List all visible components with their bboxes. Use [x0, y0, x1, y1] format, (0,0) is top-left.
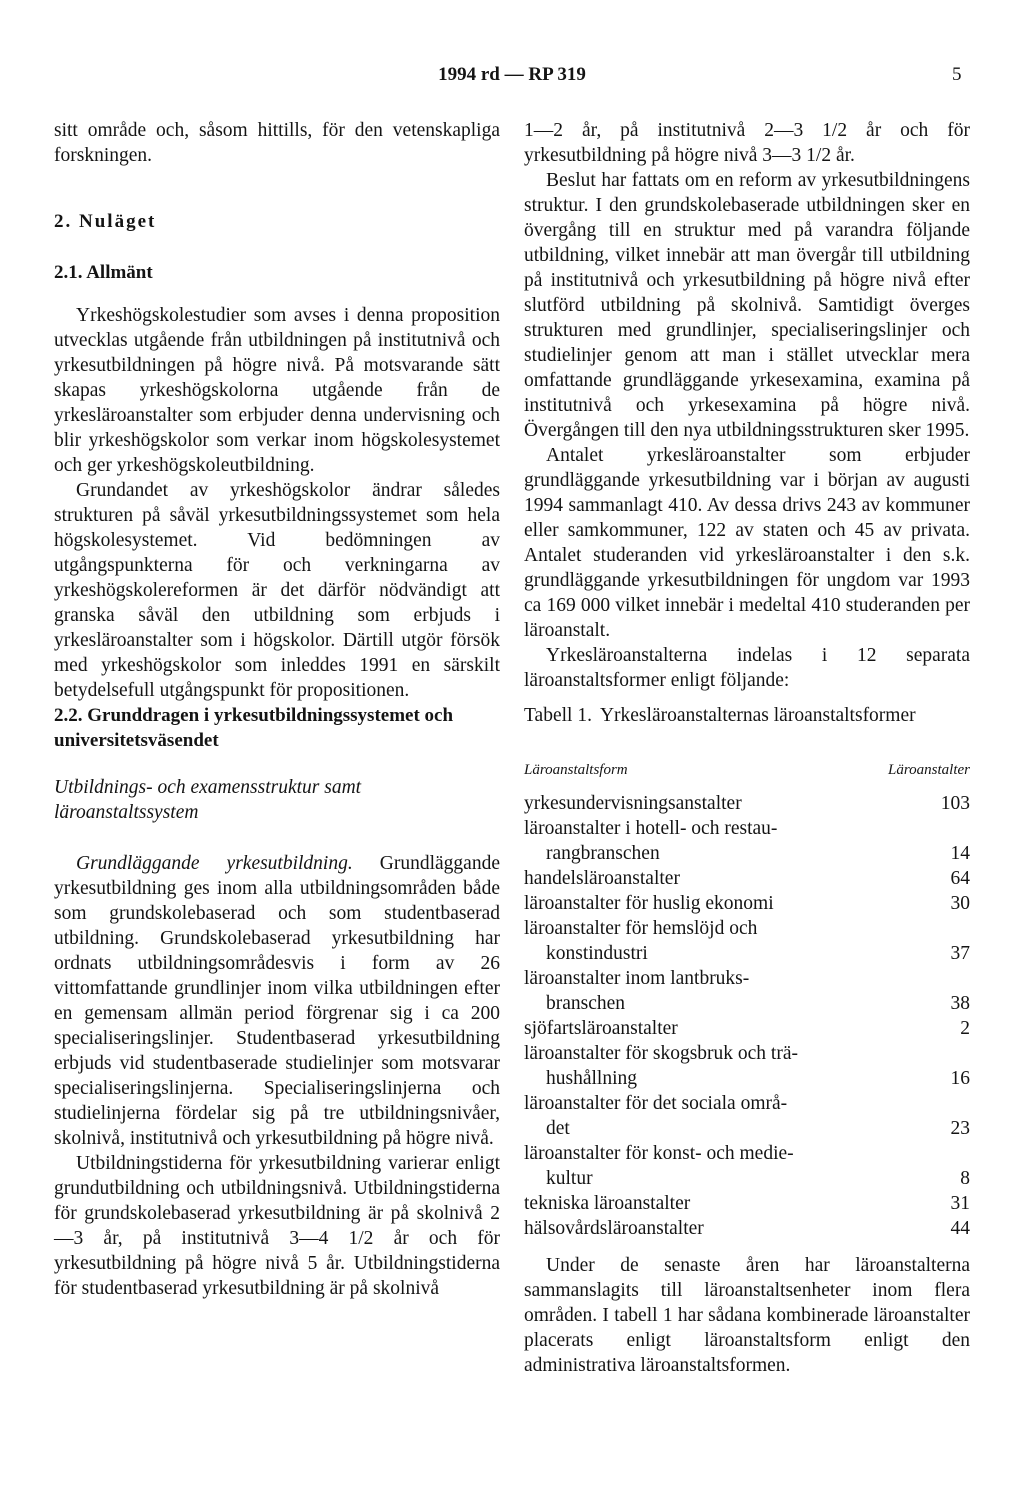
form-name-line2: branschen [546, 993, 626, 1014]
table-row [524, 966, 970, 1016]
table-cell-form [524, 1141, 930, 1191]
table-cell-count: 37 [950, 943, 970, 964]
paragraph-4: Utbildningstiderna för yrkesutbildning varierar enligt grundutbildning och utbildningsnivå. Utbildningstiderna för grundskolebaserad yrkesutbildning är på skolnivå 2—3 år, på institutnivå 3—4 1/2 år och för yrkesutbildning på högre nivå 5 år. Utbildningstiderna för studentbaserad yrkesutbildning är på skolnivå [54, 1153, 500, 1299]
table-body [524, 791, 970, 1241]
form-name-line1: läroanstalter för skogsbruk och trä- [524, 1043, 798, 1064]
form-name-line1: sjöfartsläroanstalter [524, 1018, 678, 1039]
form-name-line1: handelsläroanstalter [524, 868, 680, 889]
left-column [54, 118, 500, 1301]
form-name-line2: konstindustri [546, 943, 648, 964]
table-cell-count: 30 [950, 893, 970, 914]
paragraph-intro: sitt område och, såsom hittills, för den vetenskapliga forskningen. [54, 120, 500, 166]
table-cell-count: 103 [940, 793, 970, 814]
table-cell-count: 8 [960, 1168, 970, 1189]
table-cell-form [524, 866, 930, 891]
form-name-line1: läroanstalter för hemslöjd och [524, 918, 758, 939]
table-cell-form [524, 1191, 930, 1216]
paragraph-8: Under de senaste åren har läroanstalterna sammanslagits till läroanstaltsenheter inom flera områden. I tabell 1 har sådana kombinerade läroanstalter placerats enligt läroanstaltsform enligt den administrativa läroanstaltsformen. [524, 1255, 970, 1376]
table-row [524, 1091, 970, 1141]
paragraph-3-body: Grundläggande yrkesutbildning ges inom alla utbildningsområden både som grundskolebaserad och som studentbaserad utbildning. Grundskolebaserad yrkesutbildning har ordnats utbildningsområdesvis i form av 26 vittomfattande grundlinjer inom vilka utbildningen efter en gemensam allmän period förgrenar sig i ca 200 specialiseringslinjer. Studentbaserad yrkesutbildning erbjuds vid studentbaserade studielinjer som motsvarar specialiseringslinjerna. Specialiseringslinjerna och studielinjerna fördelar sig på tre utbildningsnivåer, skolnivå, institutnivå och yrkesutbildning på högre nivå. [54, 853, 500, 1149]
table-cell-form [524, 966, 930, 1016]
table-row [524, 891, 970, 916]
subheading-italic: Utbildnings- och examensstruktur samt läroanstaltssystem [54, 777, 362, 823]
table-cell-form [524, 816, 930, 866]
section-heading-2: 2. Nuläget [54, 211, 157, 232]
table-header [524, 758, 970, 783]
table-col-count: Läroanstalter [888, 762, 970, 778]
table-cell-form [524, 1016, 930, 1041]
running-header: 1994 rd — RP 319 [438, 64, 586, 85]
paragraph-5: Beslut har fattats om en reform av yrkesutbildningens struktur. I den grundskolebaserade utbildningen sker en övergång till en struktur med på varandra följande utbildning, vilket innebär att man övergår till utbildning på institutnivå och yrkesutbildning på högre nivå efter slutförd utbildning på skolnivå. Samtidigt överges strukturen med grundlinjer, specialiseringslinjer och studielinjer genom att man i stället utvecklar mera omfattande grundläggande yrkesexamina, examina på institutnivå och yrkesexamina på högre nivå. Övergången till den nya utbildningsstrukturen sker 1995. [524, 170, 970, 441]
table-row [524, 1016, 970, 1041]
table-cell-form [524, 1041, 930, 1091]
form-name-line1: läroanstalter för det sociala områ- [524, 1093, 788, 1114]
section-heading-2-2: 2.2. Grunddragen i yrkesutbildningssystemet och universitetsväsendet [54, 705, 454, 751]
table-cell-count: 2 [960, 1018, 970, 1039]
table-cell-form [524, 916, 930, 966]
table-cell-count: 38 [950, 993, 970, 1014]
page-number: 5 [952, 64, 962, 85]
table-cell-count: 31 [950, 1193, 970, 1214]
table-cell-form [524, 1216, 930, 1241]
paragraph-7: Yrkesläroanstalterna indelas i 12 separata läroanstaltsformer enligt följande: [524, 645, 970, 691]
table-col-form: Läroanstaltsform [524, 762, 628, 778]
form-name-line1: läroanstalter i hotell- och restau- [524, 818, 778, 839]
table-cell-count: 14 [950, 843, 970, 864]
form-name-line1: tekniska läroanstalter [524, 1193, 691, 1214]
section-heading-2-1: 2.1. Allmänt [54, 262, 153, 283]
form-name-line2: hushållning [546, 1068, 637, 1089]
right-column [524, 118, 970, 1378]
table-cell-count: 64 [950, 868, 970, 889]
paragraph-6: Antalet yrkesläroanstalter som erbjuder grundläggande yrkesutbildning var i början av augusti 1994 sammanlagt 410. Av dessa drivs 243 av kommuner eller samkommuner, 122 av staten och 45 av privata. Antalet studeranden vid yrkesläroanstalter i den s.k. grundläggande yrkesutbildningen för ungdom var 1993 ca 169 000 vilket innebär i medeltal 410 studeranden per läroanstalt. [524, 445, 970, 641]
table-cell-count: 16 [950, 1068, 970, 1089]
table-row [524, 916, 970, 966]
form-name-line1: yrkesundervisningsanstalter [524, 793, 742, 814]
table-caption-text: Yrkesläroanstalternas läroanstaltsformer [599, 705, 916, 726]
table-row [524, 866, 970, 891]
form-name-line2: det [546, 1118, 570, 1139]
paragraph-3-lead: Grundläggande yrkesutbildning. [76, 853, 353, 874]
table-caption-number: Tabell 1. [524, 705, 592, 726]
paragraph-2: Grundandet av yrkeshögskolor ändrar således strukturen på såväl yrkesutbildningssystemet som hela högskolesystemet. Vid bedömningen av utgångspunkterna för och verkningarna av yrkeshögskolereformen är det därför nödvändigt att granska såväl den utbildning som erbjuds i yrkesläroanstalter som i högskolor. Därtill utgör försök med yrkeshögskolor som inleddes 1991 en särskilt betydelsefull utgångspunkt för propositionen. [54, 480, 500, 701]
table-cell-form [524, 1091, 930, 1141]
paragraph-continuation: 1—2 år, på institutnivå 2—3 1/2 år och för yrkesutbildning på högre nivå 3—3 1/2 år. [524, 120, 970, 166]
table-row [524, 1041, 970, 1091]
form-name-line2: kultur [546, 1168, 593, 1189]
form-name-line1: läroanstalter för konst- och medie- [524, 1143, 794, 1164]
table-cell-form [524, 791, 930, 816]
table-row [524, 791, 970, 816]
table-row [524, 816, 970, 866]
table-row [524, 1191, 970, 1216]
form-name-line1: hälsovårdsläroanstalter [524, 1218, 704, 1239]
table-cell-count: 44 [950, 1218, 970, 1239]
table-row [524, 1141, 970, 1191]
table-row [524, 1216, 970, 1241]
form-name-line2: rangbranschen [546, 843, 660, 864]
form-name-line1: läroanstalter för huslig ekonomi [524, 893, 774, 914]
paragraph-3 [54, 851, 500, 1151]
table-cell-count: 23 [950, 1118, 970, 1139]
paragraph-1: Yrkeshögskolestudier som avses i denna proposition utvecklas utgående från utbildningen på institutnivå och yrkesutbildningen på högre nivå. På motsvarande sätt skapas yrkeshögskolorna utgående från de yrkesläroanstalter som erbjuder denna undervisning och blir yrkeshögskolor som verkar inom högskolesystemet och ger yrkeshögskoleutbildning. [54, 305, 500, 476]
table-cell-form [524, 891, 930, 916]
form-name-line1: läroanstalter inom lantbruks- [524, 968, 750, 989]
table-caption [524, 703, 970, 728]
